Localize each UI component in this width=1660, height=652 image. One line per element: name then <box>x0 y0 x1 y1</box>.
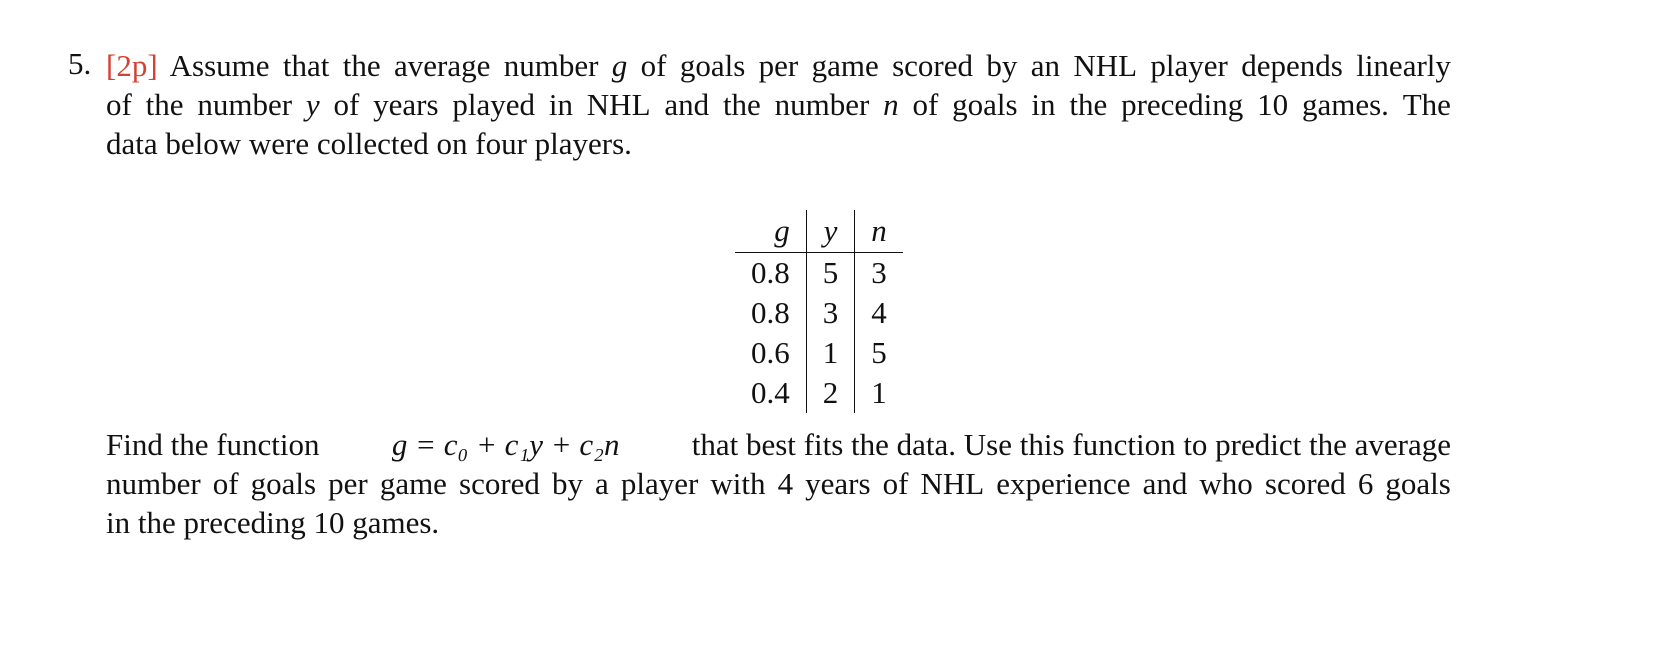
cell-y: 3 <box>806 293 855 333</box>
word: a <box>595 466 609 501</box>
word: number <box>503 48 599 83</box>
cell-g: 0.8 <box>735 293 806 333</box>
problem-number: 5. <box>68 46 92 81</box>
formula: g = c₀ + c₁y + c₂n <box>391 427 620 462</box>
word: the <box>1069 87 1108 122</box>
word: number <box>197 87 293 122</box>
word: the <box>145 87 184 122</box>
table-row <box>735 333 903 373</box>
intro-line-3 <box>106 124 632 164</box>
word: number <box>774 87 870 122</box>
word: in <box>548 87 573 122</box>
table-row <box>735 293 903 333</box>
word: years <box>805 466 871 501</box>
cell-n: 3 <box>871 255 887 290</box>
word: preceding <box>1121 87 1244 122</box>
intro-line-1 <box>106 46 1451 86</box>
question-line-1-end: that best fits the data. Use this function to predict the average <box>691 427 1451 462</box>
word: years <box>373 87 439 122</box>
word: and <box>1142 466 1188 501</box>
word: goals <box>679 48 746 83</box>
word: the <box>342 48 381 83</box>
word: NHL <box>586 87 651 122</box>
word: The <box>1402 87 1451 122</box>
points-badge: [2p] <box>106 48 158 83</box>
word: games. <box>1301 87 1389 122</box>
word: scored <box>892 48 973 83</box>
cell-y: 1 <box>806 333 855 373</box>
word: game <box>811 48 879 83</box>
word: Assume <box>169 48 270 83</box>
question-line-1-start: Find the function <box>106 427 320 462</box>
word: the <box>722 87 761 122</box>
table-row <box>735 253 903 294</box>
word: per <box>328 466 368 501</box>
word: in <box>1031 87 1056 122</box>
cell-g: 0.6 <box>735 333 806 373</box>
word: of <box>912 87 939 122</box>
word: an <box>1030 48 1060 83</box>
question-line-1 <box>106 425 1451 465</box>
word: of <box>106 87 132 122</box>
word: goals <box>952 87 1018 122</box>
word: of <box>212 466 239 501</box>
math-variable: y <box>305 87 320 122</box>
word: by <box>986 48 1018 83</box>
header-g: g <box>735 210 806 253</box>
word: per <box>758 48 799 83</box>
word: 6 <box>1357 466 1374 501</box>
word: linearly <box>1356 48 1451 83</box>
cell-g: 0.4 <box>735 373 806 413</box>
table-row <box>735 373 903 413</box>
question-line-2 <box>106 464 1451 504</box>
word: player <box>620 466 699 501</box>
word: average <box>394 48 491 83</box>
math-variable: g <box>611 48 628 83</box>
word: 4 <box>777 466 794 501</box>
word: played <box>452 87 536 122</box>
word: of <box>640 48 667 83</box>
word: NHL <box>1073 48 1138 83</box>
word: player <box>1150 48 1228 83</box>
word: that <box>282 48 330 83</box>
word: NHL <box>920 466 985 501</box>
cell-n: 5 <box>871 335 887 370</box>
header-y: y <box>806 210 855 253</box>
word: goals <box>1385 466 1451 501</box>
header-n: n <box>855 210 903 253</box>
word: data below were collected on four players. <box>106 126 632 161</box>
intro-line-1-text <box>170 46 1451 86</box>
math-variable: n <box>883 87 899 122</box>
cell-n: 1 <box>871 375 887 410</box>
data-table <box>735 210 903 413</box>
cell-g: 0.8 <box>735 253 806 294</box>
word: of <box>882 466 909 501</box>
cell-y: 5 <box>806 253 855 294</box>
word: scored <box>459 466 540 501</box>
word: depends <box>1241 48 1343 83</box>
cell-n: 4 <box>871 295 887 330</box>
word: who <box>1199 466 1253 501</box>
table-header-row <box>735 210 903 253</box>
intro-line-2 <box>106 85 1451 125</box>
word: game <box>379 466 447 501</box>
word: by <box>551 466 583 501</box>
word: experience <box>996 466 1131 501</box>
word: and <box>664 87 710 122</box>
word: goals <box>250 466 317 501</box>
cell-y: 2 <box>806 373 855 413</box>
word: with <box>710 466 766 501</box>
word: scored <box>1264 466 1346 501</box>
word: 10 <box>1257 87 1289 122</box>
word: number <box>106 466 201 501</box>
word: of <box>333 87 360 122</box>
question-line-3: in the preceding 10 games. <box>106 505 440 540</box>
